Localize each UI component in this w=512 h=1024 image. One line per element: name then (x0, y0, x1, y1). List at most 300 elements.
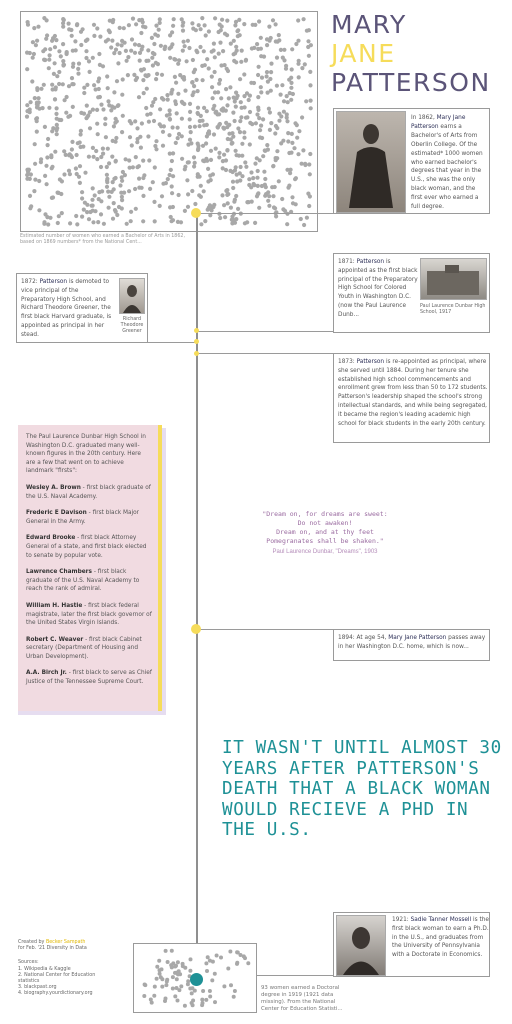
woman-dot (66, 115, 70, 119)
woman-dot (45, 182, 49, 186)
woman-dot (268, 110, 272, 114)
woman-dot (166, 960, 170, 964)
woman-dot (121, 77, 125, 81)
woman-dot (158, 17, 162, 21)
woman-dot (233, 119, 237, 123)
event-card-1894 (333, 629, 490, 661)
woman-dot (166, 177, 170, 181)
woman-dot (80, 196, 84, 200)
timeline-dot-1871 (194, 328, 199, 333)
woman-dot (114, 136, 118, 140)
woman-dot (239, 60, 243, 64)
woman-dot (116, 61, 120, 65)
event-card-1873 (333, 353, 490, 443)
woman-dot (183, 1004, 187, 1008)
woman-dot (254, 121, 258, 125)
woman-dot (25, 51, 29, 55)
woman-dot (57, 118, 61, 122)
woman-dot (130, 143, 134, 147)
woman-dot (231, 135, 235, 139)
woman-dot (102, 222, 106, 226)
woman-dot (49, 155, 53, 159)
woman-dot (82, 86, 86, 90)
source-item: 2. National Center for Education statistics (18, 972, 96, 985)
woman-dot (57, 70, 61, 74)
woman-dot (56, 221, 60, 225)
woman-dot (189, 957, 193, 961)
woman-dot (252, 46, 256, 50)
woman-dot (256, 169, 260, 173)
timeline-dot-1921 (190, 973, 203, 986)
woman-dot (74, 48, 78, 52)
woman-dot (170, 184, 174, 188)
woman-dot (242, 130, 246, 134)
woman-dot (243, 221, 247, 225)
woman-dot (294, 202, 298, 206)
woman-dot (169, 90, 173, 94)
woman-dot (248, 142, 252, 146)
woman-dot (55, 128, 59, 132)
woman-dot (265, 74, 269, 78)
woman-dot (160, 985, 164, 989)
woman-dot (133, 119, 137, 123)
woman-dot (296, 39, 300, 43)
woman-dot (188, 138, 192, 142)
woman-dot (57, 49, 61, 53)
woman-dot (26, 20, 30, 24)
woman-dot (308, 172, 312, 176)
name-mary-jane-patterson: Mary Jane Patterson (411, 115, 466, 130)
woman-dot (257, 65, 261, 69)
woman-dot (34, 43, 38, 47)
woman-dot (50, 196, 54, 200)
woman-dot (147, 158, 151, 162)
woman-dot (29, 172, 33, 176)
woman-dot (234, 149, 238, 153)
woman-dot (47, 106, 51, 110)
firsts-item-name: Edward Brooke (26, 535, 76, 542)
woman-dot (260, 136, 264, 140)
woman-dot (279, 114, 283, 118)
woman-dot (242, 22, 246, 26)
woman-dot (25, 109, 29, 113)
woman-dot (227, 123, 231, 127)
woman-dot (95, 122, 99, 126)
woman-dot (249, 170, 253, 174)
woman-dot (33, 96, 37, 100)
woman-dot (218, 78, 222, 82)
woman-dot (113, 208, 117, 212)
woman-dot (293, 121, 297, 125)
woman-dot (57, 214, 61, 218)
woman-dot (97, 190, 101, 194)
woman-dot (37, 179, 41, 183)
woman-dot (127, 23, 131, 27)
woman-dot (240, 154, 244, 158)
woman-dot (290, 132, 294, 136)
woman-dot (85, 203, 89, 207)
woman-dot (137, 95, 141, 99)
woman-dot (121, 114, 125, 118)
woman-dot (25, 115, 29, 119)
event-text-1872: 1872: Patterson is demoted to vice principal of the Preparatory High School, and Richard Theodore Greener, the first black Harvard graduate, is appointed as principal in her stead. (21, 279, 112, 338)
woman-dot (43, 47, 47, 51)
woman-dot (46, 143, 50, 147)
woman-dot (255, 176, 259, 180)
woman-dot (168, 56, 172, 60)
woman-dot (120, 130, 124, 134)
woman-dot (105, 165, 109, 169)
woman-dot (86, 113, 90, 117)
woman-dot (92, 34, 96, 38)
woman-dot (196, 142, 200, 146)
woman-dot (209, 149, 213, 153)
woman-dot (235, 173, 239, 177)
woman-dot (256, 95, 260, 99)
woman-dot (41, 106, 45, 110)
woman-dot (291, 92, 295, 96)
woman-dot (296, 18, 300, 22)
woman-dot (196, 106, 200, 110)
woman-dot (88, 70, 92, 74)
woman-dot (44, 164, 48, 168)
firsts-item-text: - first black to serve as Chief Justice of the Tennessee Supreme Court. (26, 670, 152, 686)
firsts-item (26, 602, 152, 628)
woman-dot (107, 195, 111, 199)
firsts-item-name: Robert C. Weaver (26, 636, 84, 643)
woman-dot (80, 190, 84, 194)
woman-dot (123, 41, 127, 45)
woman-dot (159, 124, 163, 128)
firsts-item-text: - first black federal magistrate, later the first black governor of the United States Virgin Islands. (26, 602, 152, 627)
woman-dot (232, 52, 236, 56)
woman-dot (273, 185, 277, 189)
woman-dot (95, 157, 99, 161)
portrait-figure-icon (337, 916, 385, 975)
woman-dot (74, 214, 78, 218)
credits-created-by: Created by Becker Sampath (18, 940, 86, 945)
woman-dot (263, 149, 267, 153)
woman-dot (183, 966, 187, 970)
woman-dot (232, 200, 236, 204)
woman-dot (213, 1000, 217, 1004)
woman-dot (242, 954, 246, 958)
woman-dot (185, 178, 189, 182)
woman-dot (176, 92, 180, 96)
woman-dot (220, 108, 224, 112)
women-dots-plot (21, 12, 317, 231)
woman-dot (193, 125, 197, 129)
woman-dot (149, 998, 153, 1002)
woman-dot (190, 80, 194, 84)
woman-dot (91, 209, 95, 213)
woman-dot (289, 98, 293, 102)
woman-dot (103, 122, 107, 126)
woman-dot (248, 94, 252, 98)
woman-dot (248, 110, 252, 114)
woman-dot (88, 126, 92, 130)
woman-dot (53, 61, 57, 65)
woman-dot (115, 213, 119, 217)
woman-dot (52, 72, 56, 76)
woman-dot (180, 157, 184, 161)
woman-dot (129, 219, 133, 223)
woman-dot (126, 55, 130, 59)
woman-dot (107, 206, 111, 210)
woman-dot (224, 109, 228, 113)
woman-dot (235, 96, 239, 100)
woman-dot (165, 980, 169, 984)
woman-dot (206, 179, 210, 183)
woman-dot (133, 42, 137, 46)
woman-dot (118, 183, 122, 187)
woman-dot (200, 1003, 204, 1007)
woman-dot (259, 85, 263, 89)
woman-dot (96, 95, 100, 99)
woman-dot (187, 160, 191, 164)
woman-dot (257, 116, 261, 120)
woman-dot (105, 173, 109, 177)
woman-dot (114, 176, 118, 180)
woman-dot (242, 94, 246, 98)
woman-dot (35, 130, 39, 134)
woman-dot (177, 58, 181, 62)
woman-dot (230, 142, 234, 146)
woman-dot (218, 216, 222, 220)
event-card-1862 (333, 108, 490, 214)
woman-dot (188, 125, 192, 129)
woman-dot (118, 26, 122, 30)
woman-dot (32, 52, 36, 56)
woman-dot (87, 59, 91, 63)
woman-dot (158, 21, 162, 25)
woman-dot (75, 22, 79, 26)
woman-dot (206, 167, 210, 171)
woman-dot (35, 119, 39, 123)
woman-dot (151, 51, 155, 55)
woman-dot (146, 73, 150, 77)
woman-dot (39, 160, 43, 164)
timeline-dot-1862 (191, 208, 201, 218)
woman-dot (55, 132, 59, 136)
woman-dot (176, 960, 180, 964)
woman-dot (225, 148, 229, 152)
woman-dot (91, 204, 95, 208)
woman-dot (152, 200, 156, 204)
woman-dot (226, 201, 230, 205)
woman-dot (301, 148, 305, 152)
woman-dot (213, 972, 217, 976)
woman-dot (210, 208, 214, 212)
woman-dot (284, 64, 288, 68)
firsts-item-name: Frederic E Davison (26, 510, 87, 517)
woman-dot (112, 201, 116, 205)
woman-dot (91, 146, 95, 150)
woman-dot (175, 977, 179, 981)
woman-dot (199, 195, 203, 199)
top-dots-caption: Estimated number of women who earned a Bachelor of Arts in 1862, based on 1869 numbers* from the National Cent... (20, 234, 185, 246)
connector-1921 (257, 975, 333, 976)
woman-dot (160, 73, 164, 77)
woman-dot (84, 49, 88, 53)
woman-dot (182, 40, 186, 44)
woman-dot (211, 96, 215, 100)
woman-dot (25, 103, 29, 107)
woman-dot (199, 222, 203, 226)
woman-dot (229, 983, 233, 987)
woman-dot (168, 112, 172, 116)
woman-dot (134, 207, 138, 211)
woman-dot (180, 117, 184, 121)
woman-dot (114, 159, 118, 163)
woman-dot (71, 105, 75, 109)
woman-dot (196, 148, 200, 152)
woman-dot (156, 34, 160, 38)
woman-dot (169, 168, 173, 172)
woman-dot (160, 967, 164, 971)
woman-dot (62, 172, 66, 176)
woman-dot (132, 73, 136, 77)
woman-dot (303, 162, 307, 166)
firsts-item-name: A.A. Birch Jr. (26, 670, 67, 677)
woman-dot (271, 18, 275, 22)
woman-dot (256, 47, 260, 51)
woman-dot (199, 184, 203, 188)
woman-dot (189, 130, 193, 134)
sources-label: Sources: (18, 960, 39, 966)
woman-dot (181, 29, 185, 33)
woman-dot (200, 998, 204, 1002)
woman-dot (224, 168, 228, 172)
woman-dot (114, 117, 118, 121)
woman-dot (53, 87, 57, 91)
woman-dot (280, 83, 284, 87)
woman-dot (228, 950, 232, 954)
dunbar-high-school-photo (420, 258, 487, 300)
woman-dot (170, 949, 174, 953)
woman-dot (105, 74, 109, 78)
woman-dot (181, 49, 185, 53)
woman-dot (232, 59, 236, 63)
woman-dot (300, 66, 304, 70)
woman-dot (299, 217, 303, 221)
woman-dot (144, 106, 148, 110)
woman-dot (267, 25, 271, 29)
woman-dot (259, 90, 263, 94)
woman-dot (176, 62, 180, 66)
woman-dot (297, 75, 301, 79)
woman-dot (226, 192, 230, 196)
woman-dot (153, 219, 157, 223)
woman-dot (251, 176, 255, 180)
woman-dot (107, 161, 111, 165)
woman-dot (157, 28, 161, 32)
woman-dot (91, 220, 95, 224)
woman-dot (145, 87, 149, 91)
woman-dot (173, 965, 177, 969)
firsts-item-text: - first black Major General in the Army. (26, 510, 140, 525)
woman-dot (45, 33, 49, 37)
woman-dot (274, 124, 278, 128)
woman-dot (126, 73, 130, 77)
woman-dot (225, 103, 229, 107)
woman-dot (269, 70, 273, 74)
woman-dot (220, 193, 224, 197)
woman-dot (131, 165, 135, 169)
woman-dot (192, 155, 196, 159)
woman-dot (158, 107, 162, 111)
woman-dot (96, 220, 100, 224)
woman-dot (271, 194, 275, 198)
woman-dot (163, 45, 167, 49)
woman-dot (210, 75, 214, 79)
woman-dot (127, 189, 131, 193)
woman-dot (42, 83, 46, 87)
woman-dot (137, 177, 141, 181)
woman-dot (274, 39, 278, 43)
woman-dot (79, 145, 83, 149)
firsts-item-text: - first black Attorney General of a state, and first black elected to senate by popular vote. (26, 535, 147, 559)
woman-dot (148, 187, 152, 191)
woman-dot (290, 195, 294, 199)
woman-dot (79, 129, 83, 133)
woman-dot (112, 187, 116, 191)
woman-dot (111, 180, 115, 184)
woman-dot (146, 48, 150, 52)
woman-dot (141, 176, 145, 180)
woman-dot (75, 222, 79, 226)
source-item: 4. biography.yourdictionary.org (18, 991, 93, 997)
woman-dot (234, 194, 238, 198)
woman-dot (159, 975, 163, 979)
woman-dot (152, 994, 156, 998)
woman-dot (308, 83, 312, 87)
woman-dot (43, 174, 47, 178)
woman-dot (202, 49, 206, 53)
woman-dot (196, 89, 200, 93)
woman-dot (176, 136, 180, 140)
woman-dot (143, 25, 147, 29)
school-building-icon (421, 259, 486, 299)
woman-dot (269, 121, 273, 125)
woman-dot (112, 90, 116, 94)
firsts-item (26, 669, 152, 686)
woman-dot (174, 81, 178, 85)
woman-dot (104, 135, 108, 139)
woman-dot (33, 178, 37, 182)
woman-dot (273, 206, 277, 210)
woman-dot (263, 177, 267, 181)
poem-line-2: Do not awaken! (297, 519, 353, 527)
woman-dot (78, 181, 82, 185)
woman-dot (134, 155, 138, 159)
woman-dot (101, 107, 105, 111)
woman-dot (226, 967, 230, 971)
woman-dot (221, 49, 225, 53)
woman-dot (92, 23, 96, 27)
woman-dot (267, 204, 271, 208)
woman-dot (96, 132, 100, 136)
woman-dot (98, 35, 102, 39)
woman-dot (112, 124, 116, 128)
woman-dot (122, 26, 126, 30)
woman-dot (212, 42, 216, 46)
woman-dot (134, 22, 138, 26)
woman-dot (139, 31, 143, 35)
woman-dot (183, 167, 187, 171)
woman-dot (166, 98, 170, 102)
woman-dot (99, 212, 103, 216)
